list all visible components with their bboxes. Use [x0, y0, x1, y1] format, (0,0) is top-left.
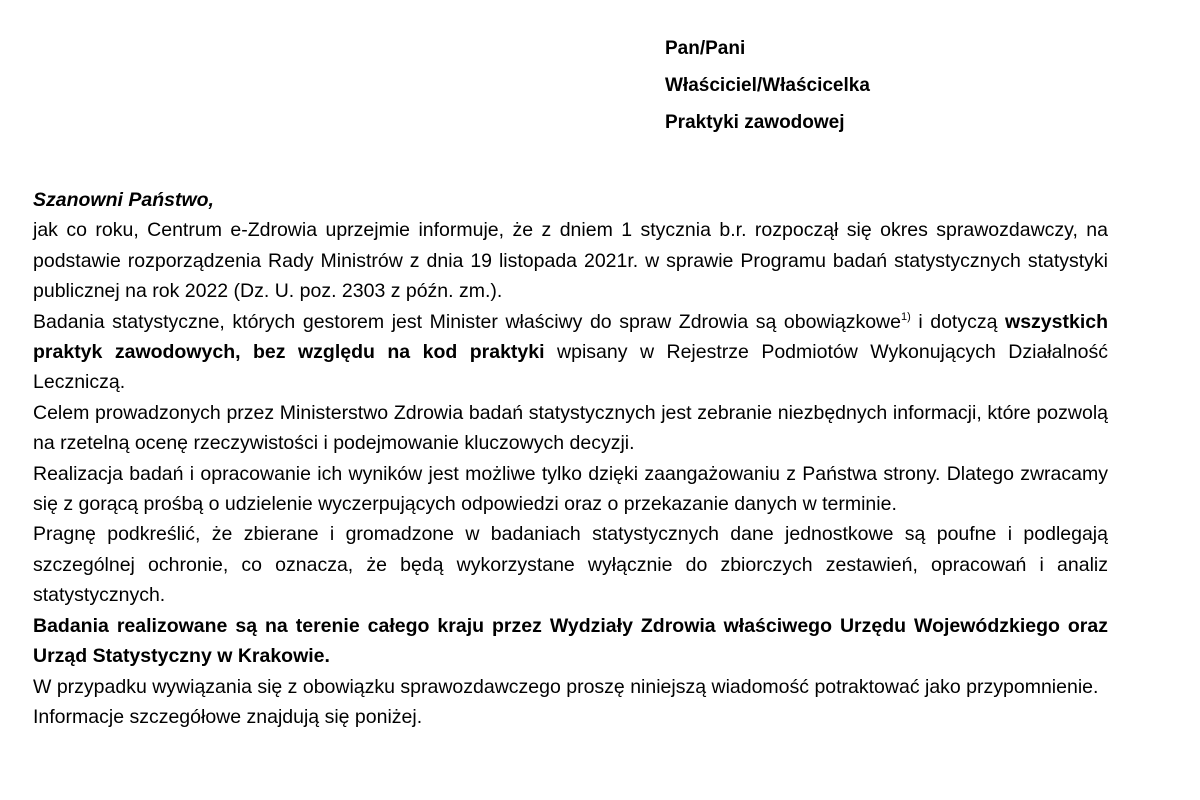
paragraph-reminder: W przypadku wywiązania się z obowiązku sprawozdawczego proszę niniejszą wiadomość potraktować jako przypomnienie.: [33, 675, 1099, 698]
paragraph-purpose: Celem prowadzonych przez Ministerstwo Zdrowia badań statystycznych jest zebranie niezbędnych informacji, które pozwolą na rzetelną ocenę rzeczywistości i podejmowanie kluczowych decyzji.: [33, 401, 1108, 455]
paragraph-scope: Badania realizowane są na terenie całego kraju przez Wydziały Zdrowia właściwego Urzędu Wojewódzkiego oraz Urząd Statystyczny w Krakowie.: [33, 614, 1108, 668]
paragraph-details: Informacje szczegółowe znajdują się poniżej.: [33, 705, 423, 728]
paragraph-obligation: [33, 307, 1108, 398]
paragraph-obligation-emphasis: wszystkich praktyk zawodowych, bez względu na kod praktyki: [33, 310, 1108, 364]
paragraph-obligation-text-3: wpisany w Rejestrze Podmiotów Wykonujących Działalność Leczniczą.: [33, 341, 1108, 394]
paragraph-request: Realizacja badań i opracowanie ich wyników jest możliwe tylko dzięki zaangażowaniu z Państwa strony. Dlatego zwracamy się z gorącą prośbą o udzielenie wyczerpujących odpowiedzi oraz o przekazanie danych w terminie.: [33, 462, 1108, 516]
paragraph-reporting-period: jak co roku, Centrum e-Zdrowia uprzejmie informuje, że z dniem 1 stycznia b.r. rozpoczął się okres sprawozdawczy, na podstawie rozporządzenia Rady Ministrów z dnia 19 listopada 2021r. w sprawie Programu badań statystycznych statystyki publicznej na rok 2022 (Dz. U. poz. 2303 z późn. zm.).: [33, 219, 1108, 303]
paragraph-obligation-text-1: Badania statystyczne, których gestorem jest Minister właściwy do spraw Zdrowia są obowiązkowe: [33, 310, 901, 333]
addressee-block: [665, 30, 870, 141]
addressee-line-title: Pan/Pani: [665, 38, 746, 59]
paragraph-confidentiality: Pragnę podkreślić, że zbierane i gromadzone w badaniach statystycznych dane jednostkowe są poufne i podlegają szczególnej ochronie, co oznacza, że będą wykorzystane wyłącznie do zbiorczych zestawień, opracowań i analiz statystycznych.: [33, 523, 1108, 607]
footnote-marker: 1): [900, 310, 911, 323]
addressee-line-practice: Praktyki zawodowej: [665, 112, 845, 133]
addressee-line-owner: Właściciel/Właścicelka: [665, 75, 870, 96]
letter-body: [33, 185, 1108, 732]
salutation: Szanowni Państwo,: [33, 189, 214, 211]
paragraph-obligation-text-2: i dotyczą: [910, 310, 1006, 333]
